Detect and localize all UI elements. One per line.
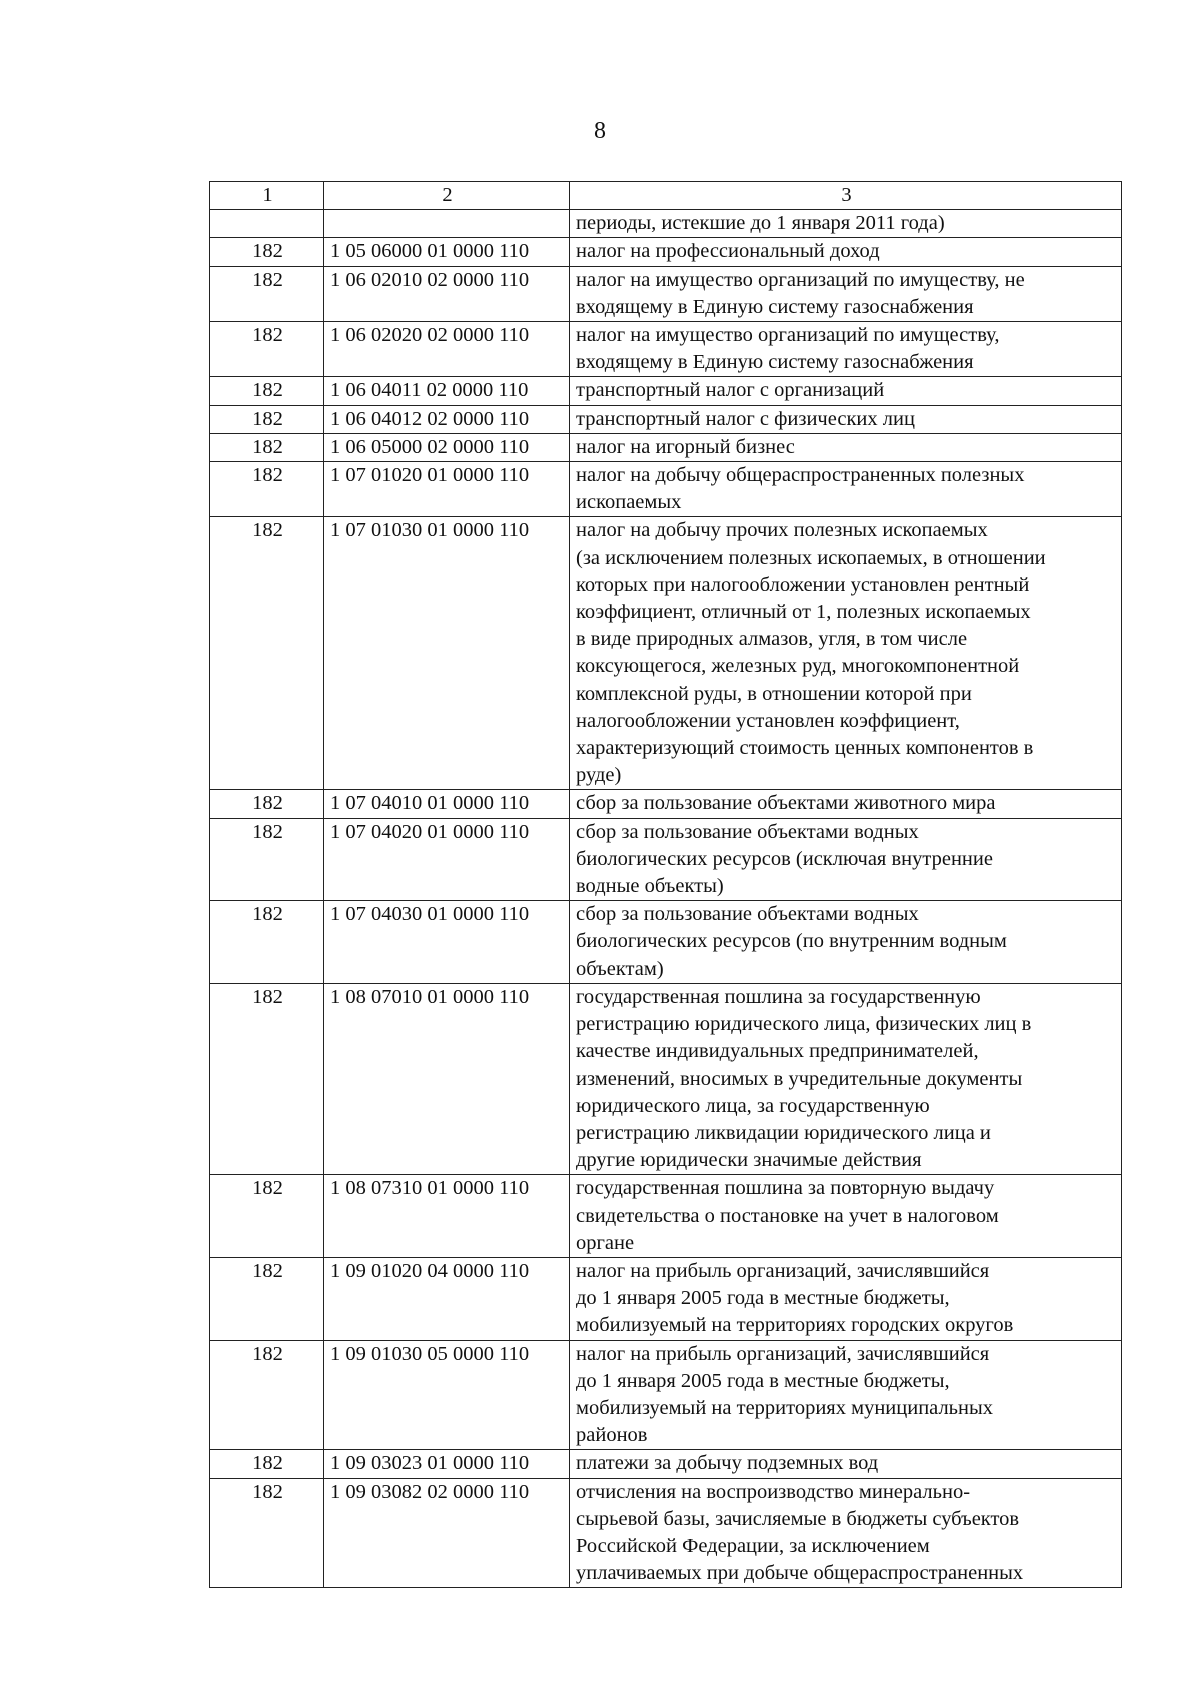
budget-classification-code-cell: 1 06 02020 02 0000 110 <box>324 322 570 377</box>
table-row <box>210 790 1122 818</box>
admin-code-cell: 182 <box>210 1478 324 1588</box>
admin-code-cell: 182 <box>210 1340 324 1450</box>
revenue-name-cell: налог на прибыль организаций, зачислявшийся до 1 января 2005 года в местные бюджеты, мобилизуемый на территориях городских округов <box>570 1257 1122 1340</box>
table-row <box>210 377 1122 405</box>
admin-code-cell: 182 <box>210 983 324 1174</box>
column-header-1: 1 <box>210 182 324 210</box>
column-header-2: 2 <box>324 182 570 210</box>
budget-classification-code-cell: 1 07 01030 01 0000 110 <box>324 517 570 790</box>
revenue-name-cell: сбор за пользование объектами водных биологических ресурсов (по внутренним водным объектам) <box>570 901 1122 984</box>
budget-classification-code-cell: 1 07 04010 01 0000 110 <box>324 790 570 818</box>
table-row <box>210 210 1122 238</box>
table-row <box>210 322 1122 377</box>
table-row <box>210 517 1122 790</box>
revenue-name-cell: платежи за добычу подземных вод <box>570 1450 1122 1478</box>
revenue-name-cell: отчисления на воспроизводство минерально- сырьевой базы, зачисляемые в бюджеты субъектов Российской Федерации, за исключением уплачиваемых при добыче общераспространенных <box>570 1478 1122 1588</box>
table-row <box>210 462 1122 517</box>
budget-classification-code-cell: 1 09 03023 01 0000 110 <box>324 1450 570 1478</box>
table-row <box>210 1257 1122 1340</box>
admin-code-cell: 182 <box>210 818 324 901</box>
table-row <box>210 433 1122 461</box>
budget-classification-code-cell: 1 07 01020 01 0000 110 <box>324 462 570 517</box>
revenue-name-cell: налог на игорный бизнес <box>570 433 1122 461</box>
revenue-name-cell: транспортный налог с физических лиц <box>570 405 1122 433</box>
budget-classification-code-cell: 1 06 05000 02 0000 110 <box>324 433 570 461</box>
revenue-name-cell: налог на имущество организаций по имуществу, входящему в Единую систему газоснабжения <box>570 322 1122 377</box>
admin-code-cell: 182 <box>210 462 324 517</box>
budget-classification-code-cell: 1 08 07310 01 0000 110 <box>324 1175 570 1258</box>
table-row <box>210 983 1122 1174</box>
budget-classification-code-cell: 1 08 07010 01 0000 110 <box>324 983 570 1174</box>
admin-code-cell: 182 <box>210 790 324 818</box>
revenue-name-cell: транспортный налог с организаций <box>570 377 1122 405</box>
table-row <box>210 1340 1122 1450</box>
table-row <box>210 1175 1122 1258</box>
admin-code-cell: 182 <box>210 1257 324 1340</box>
budget-classification-code-cell: 1 07 04020 01 0000 110 <box>324 818 570 901</box>
table-row <box>210 238 1122 266</box>
admin-code-cell: 182 <box>210 238 324 266</box>
revenue-name-cell: налог на имущество организаций по имуществу, не входящему в Единую систему газоснабжения <box>570 266 1122 321</box>
revenue-name-cell: налог на добычу прочих полезных ископаемых (за исключением полезных ископаемых, в отношении которых при налогообложении установлен рентный коэффициент, отличный от 1, полезных ископаемых в виде природных алмазов, угля, в том числе коксующегося, железных руд, многокомпонентной комплексной руды, в отношении которой при налогообложении установлен коэффициент, характеризующий стоимость ценных компонентов в руде) <box>570 517 1122 790</box>
table-row <box>210 405 1122 433</box>
budget-classification-code-cell: 1 05 06000 01 0000 110 <box>324 238 570 266</box>
admin-code-cell: 182 <box>210 433 324 461</box>
revenue-codes-table <box>209 181 1122 1588</box>
budget-classification-code-cell <box>324 210 570 238</box>
revenue-name-cell: государственная пошлина за государственную регистрацию юридического лица, физических лиц в качестве индивидуальных предпринимателей, изменений, вносимых в учредительные документы юридического лица, за государственную регистрацию ликвидации юридического лица и другие юридически значимые действия <box>570 983 1122 1174</box>
table-row <box>210 266 1122 321</box>
admin-code-cell: 182 <box>210 1450 324 1478</box>
budget-classification-code-cell: 1 06 02010 02 0000 110 <box>324 266 570 321</box>
budget-classification-code-cell: 1 07 04030 01 0000 110 <box>324 901 570 984</box>
revenue-name-cell: налог на добычу общераспространенных полезных ископаемых <box>570 462 1122 517</box>
revenue-name-cell: сбор за пользование объектами животного мира <box>570 790 1122 818</box>
budget-classification-code-cell: 1 09 01020 04 0000 110 <box>324 1257 570 1340</box>
revenue-name-cell: налог на профессиональный доход <box>570 238 1122 266</box>
admin-code-cell: 182 <box>210 517 324 790</box>
budget-classification-code-cell: 1 09 01030 05 0000 110 <box>324 1340 570 1450</box>
budget-classification-code-cell: 1 06 04011 02 0000 110 <box>324 377 570 405</box>
admin-code-cell: 182 <box>210 266 324 321</box>
admin-code-cell: 182 <box>210 1175 324 1258</box>
revenue-name-cell: периоды, истекшие до 1 января 2011 года) <box>570 210 1122 238</box>
table-row <box>210 1450 1122 1478</box>
column-header-3: 3 <box>570 182 1122 210</box>
budget-classification-code-cell: 1 09 03082 02 0000 110 <box>324 1478 570 1588</box>
admin-code-cell: 182 <box>210 405 324 433</box>
revenue-name-cell: налог на прибыль организаций, зачислявшийся до 1 января 2005 года в местные бюджеты, мобилизуемый на территориях муниципальных районов <box>570 1340 1122 1450</box>
budget-classification-code-cell: 1 06 04012 02 0000 110 <box>324 405 570 433</box>
page-number: 8 <box>594 118 606 144</box>
table-row <box>210 1478 1122 1588</box>
admin-code-cell: 182 <box>210 901 324 984</box>
admin-code-cell <box>210 210 324 238</box>
table-row <box>210 818 1122 901</box>
table-header-row <box>210 182 1122 210</box>
revenue-name-cell: государственная пошлина за повторную выдачу свидетельства о постановке на учет в налоговом органе <box>570 1175 1122 1258</box>
admin-code-cell: 182 <box>210 322 324 377</box>
table-row <box>210 901 1122 984</box>
admin-code-cell: 182 <box>210 377 324 405</box>
revenue-name-cell: сбор за пользование объектами водных биологических ресурсов (исключая внутренние водные объекты) <box>570 818 1122 901</box>
